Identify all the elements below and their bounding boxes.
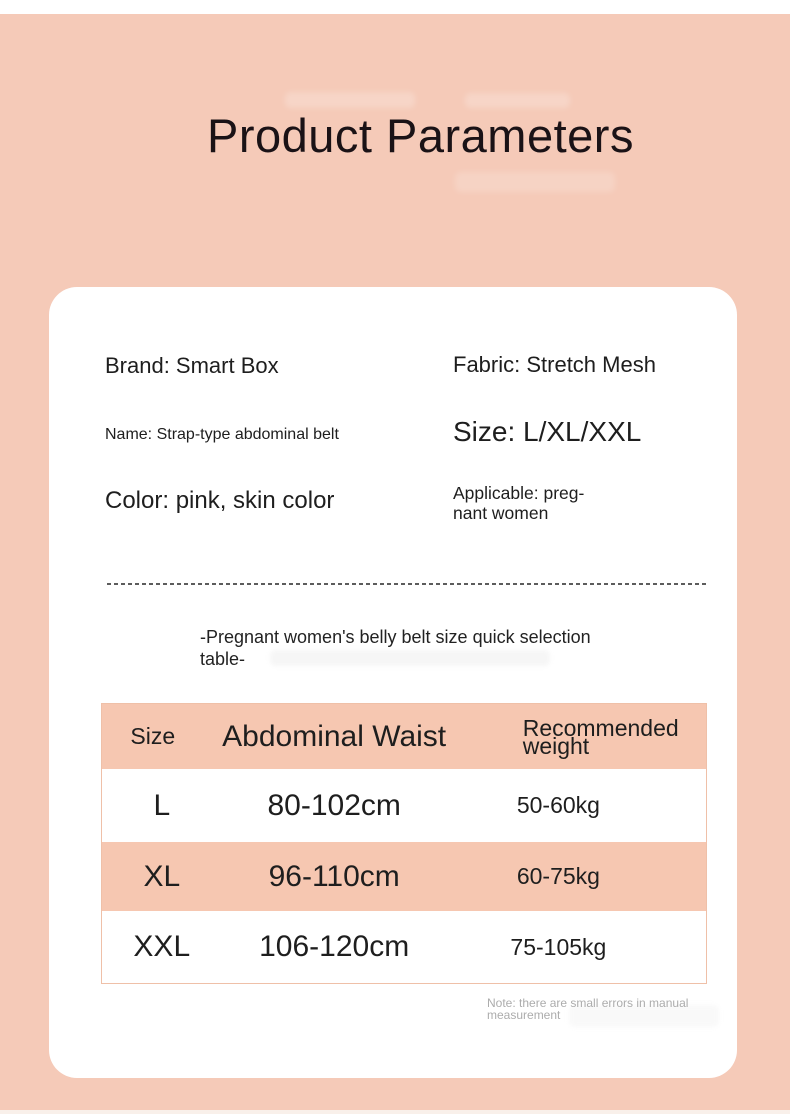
- watermark-ghost: [455, 172, 615, 192]
- cell-waist: 80-102cm: [267, 788, 401, 822]
- bottom-light-strip: [0, 1110, 790, 1114]
- watermark-ghost: [285, 92, 415, 108]
- spec-color: Color: pink, skin color: [105, 487, 335, 514]
- spec-name: Name: Strap-type abdominal belt: [105, 426, 339, 443]
- watermark-ghost: [465, 93, 570, 108]
- cell-waist: 96-110cm: [268, 859, 400, 893]
- header-abdominal-waist: Abdominal Waist: [222, 719, 447, 753]
- cell-size: XXL: [133, 930, 191, 963]
- table-row: [102, 769, 706, 842]
- spec-brand: Brand: Smart Box: [105, 353, 279, 378]
- cell-size: L: [153, 788, 171, 822]
- spec-fabric: Fabric: Stretch Mesh: [453, 352, 656, 377]
- spec-size: Size: L/XL/XXL: [453, 416, 642, 447]
- cell-weight: 60-75kg: [516, 863, 600, 889]
- table-row: [102, 842, 706, 911]
- page-title: Product Parameters: [207, 109, 634, 162]
- cell-size: XL: [143, 859, 181, 893]
- size-table-header-row: [102, 704, 706, 769]
- spec-applicable: Applicable: preg-nant women: [453, 483, 585, 523]
- cell-weight: 50-60kg: [516, 792, 600, 818]
- measurement-note: Note: there are small errors in manual measurement: [487, 996, 689, 1022]
- dashed-divider: [107, 583, 707, 585]
- watermark-ghost: [270, 650, 550, 666]
- product-info-card: [49, 287, 737, 1078]
- size-table: [101, 703, 707, 984]
- top-white-strip: [0, 0, 790, 14]
- cell-waist: 106-120cm: [259, 930, 410, 963]
- table-row: [102, 911, 706, 983]
- header-size: Size: [130, 723, 176, 749]
- cell-weight: 75-105kg: [510, 933, 607, 960]
- header-recommended-weight: Recommended weight: [522, 714, 679, 759]
- size-table-title: -Pregnant women's belly belt size quick selection table-: [200, 627, 591, 669]
